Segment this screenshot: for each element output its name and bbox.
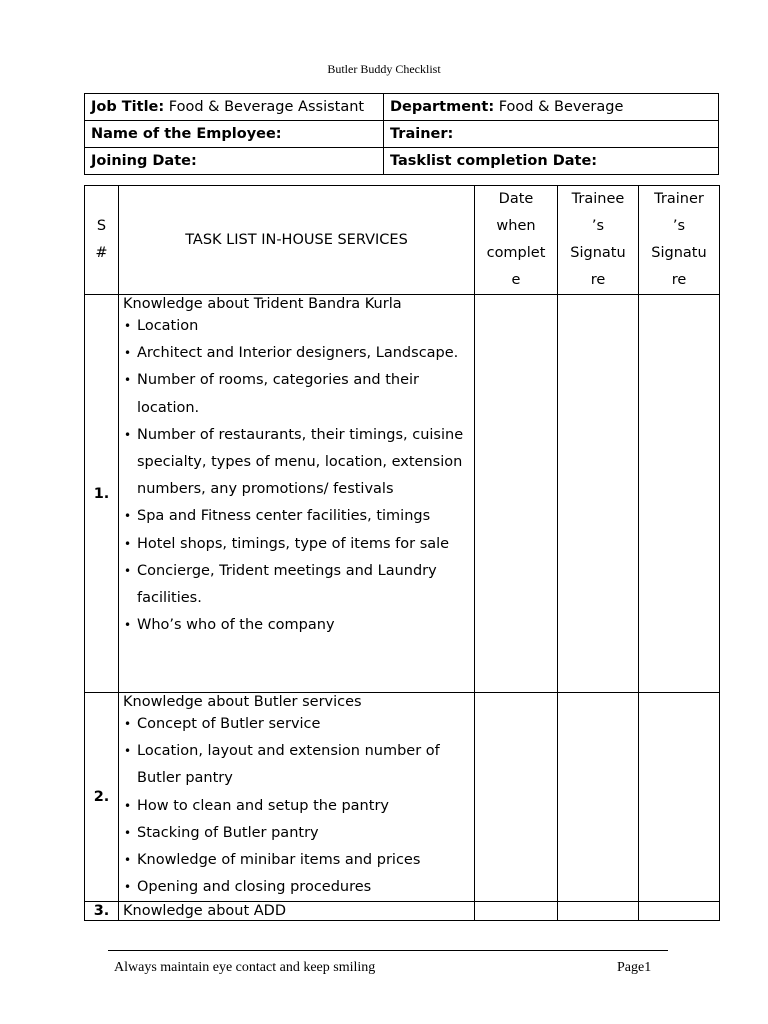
list-item: • Location bbox=[123, 313, 470, 340]
department-label: Department: bbox=[390, 99, 495, 115]
date-completed-cell[interactable] bbox=[475, 693, 558, 902]
list-item: • Hotel shops, timings, type of items for sale bbox=[123, 531, 470, 558]
table-row bbox=[85, 295, 720, 693]
col-task-header: TASK LIST IN-HOUSE SERVICES bbox=[119, 186, 475, 295]
task-bullet-list bbox=[123, 313, 470, 639]
trainee-signature-cell[interactable] bbox=[558, 902, 639, 921]
table-row bbox=[85, 902, 720, 921]
task-cell bbox=[119, 693, 475, 902]
list-item: • Concept of Butler service bbox=[123, 711, 470, 738]
table-row bbox=[85, 693, 720, 902]
trainee-signature-cell[interactable] bbox=[558, 693, 639, 902]
page-number: Page1 bbox=[617, 960, 652, 975]
job-title-label: Job Title: bbox=[91, 99, 165, 115]
employee-info-table bbox=[84, 93, 719, 175]
joining-date-cell bbox=[85, 148, 384, 175]
col-trainee-signature-header: Trainee ’s Signatu re bbox=[558, 186, 639, 295]
department-cell bbox=[384, 94, 719, 121]
trainer-label: Trainer: bbox=[390, 126, 454, 142]
employee-name-cell bbox=[85, 121, 384, 148]
trainee-signature-cell[interactable] bbox=[558, 295, 639, 693]
completion-date-cell bbox=[384, 148, 719, 175]
col-trainer-signature-header: Trainer ’s Signatu re bbox=[639, 186, 720, 295]
trainer-signature-cell[interactable] bbox=[639, 902, 720, 921]
task-list-table bbox=[84, 185, 720, 921]
footer-divider bbox=[108, 950, 668, 951]
trainer-cell bbox=[384, 121, 719, 148]
list-item: • Opening and closing procedures bbox=[123, 874, 470, 901]
job-title-cell bbox=[85, 94, 384, 121]
document-title: Butler Buddy Checklist bbox=[327, 62, 441, 76]
list-item: • Spa and Fitness center facilities, timings bbox=[123, 503, 470, 530]
task-bullet-list bbox=[123, 711, 470, 901]
date-completed-cell[interactable] bbox=[475, 295, 558, 693]
task-heading: Knowledge about Trident Bandra Kurla bbox=[123, 296, 402, 312]
task-heading: Knowledge about Butler services bbox=[123, 694, 362, 710]
task-heading: Knowledge about ADD bbox=[123, 903, 287, 920]
completion-date-label: Tasklist completion Date: bbox=[390, 153, 598, 169]
task-cell bbox=[119, 902, 475, 921]
row-number: 2. bbox=[85, 693, 119, 902]
date-completed-cell[interactable] bbox=[475, 902, 558, 921]
list-item: • Number of rooms, categories and their location. bbox=[123, 367, 470, 421]
col-serial-header: S # bbox=[85, 186, 119, 295]
list-item: • How to clean and setup the pantry bbox=[123, 793, 470, 820]
list-item: • Location, layout and extension number of Butler pantry bbox=[123, 738, 470, 792]
list-item: • Number of restaurants, their timings, cuisine specialty, types of menu, location, extension numbers, any promotions/ festivals bbox=[123, 422, 470, 504]
list-item: • Who’s who of the company bbox=[123, 612, 470, 639]
employee-name-label: Name of the Employee: bbox=[91, 126, 282, 142]
list-item: • Architect and Interior designers, Landscape. bbox=[123, 340, 470, 367]
department-value: Food & Beverage bbox=[498, 99, 624, 115]
row-number: 1. bbox=[85, 295, 119, 693]
job-title-value: Food & Beverage Assistant bbox=[168, 99, 365, 115]
footer-motto: Always maintain eye contact and keep smiling bbox=[114, 960, 376, 975]
list-item: • Stacking of Butler pantry bbox=[123, 820, 470, 847]
trainer-signature-cell[interactable] bbox=[639, 693, 720, 902]
list-item: • Concierge, Trident meetings and Laundry facilities. bbox=[123, 558, 470, 612]
joining-date-label: Joining Date: bbox=[91, 153, 197, 169]
col-date-header: Date when complet e bbox=[475, 186, 558, 295]
trainer-signature-cell[interactable] bbox=[639, 295, 720, 693]
row-number: 3. bbox=[85, 902, 119, 921]
task-cell bbox=[119, 295, 475, 693]
list-item: • Knowledge of minibar items and prices bbox=[123, 847, 470, 874]
